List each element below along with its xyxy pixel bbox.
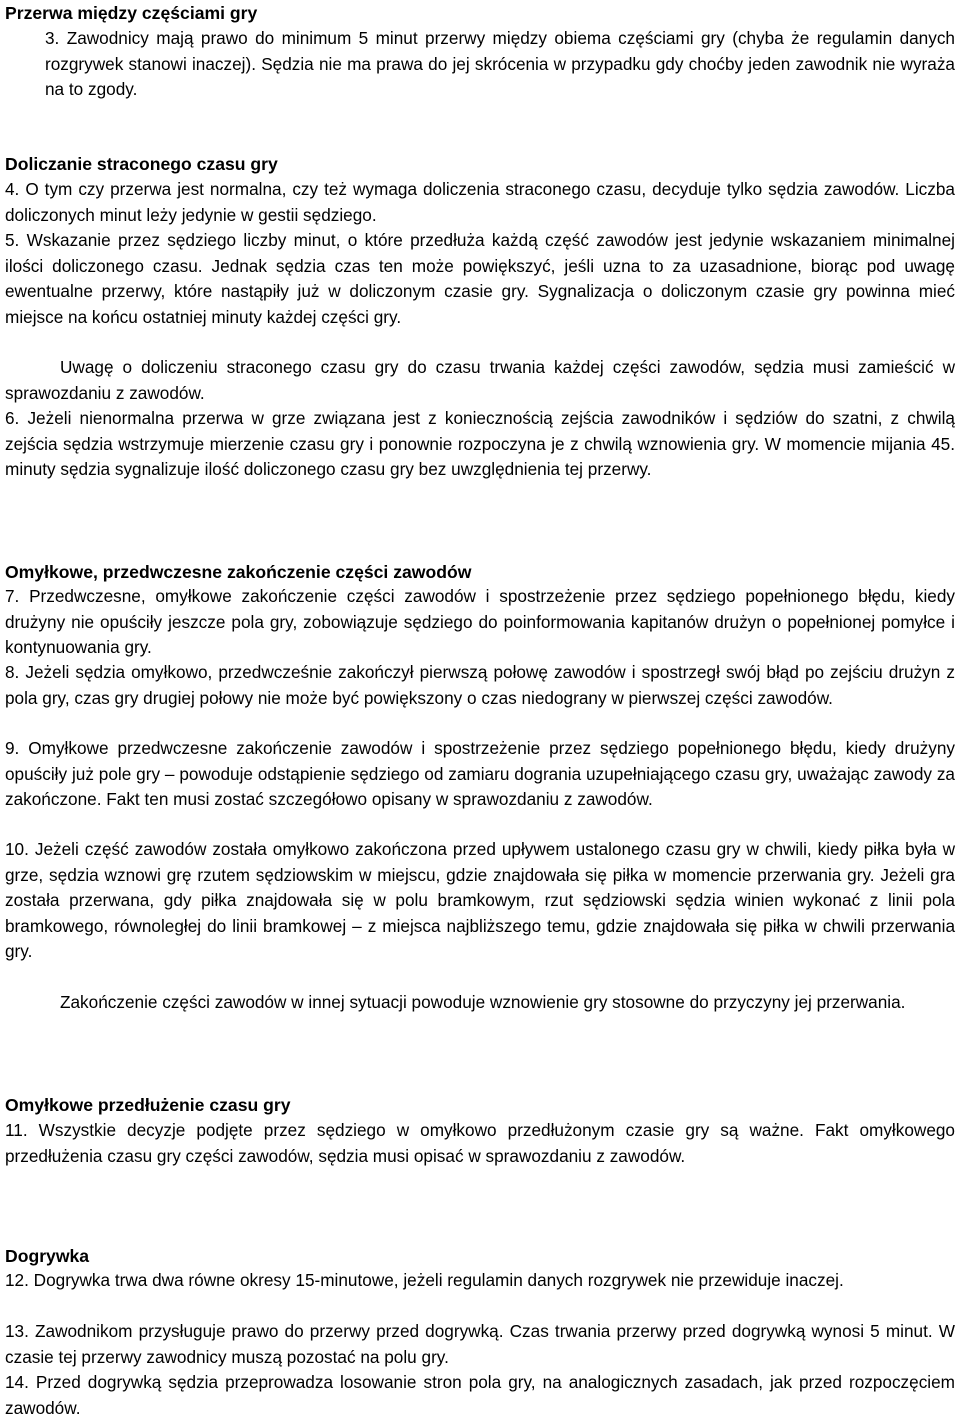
paragraph-4: 4. O tym czy przerwa jest normalna, czy też wymaga doliczenia straconego czasu, decyduje tylko sędzia zawodów. Liczba doliczonych minut leży jedynie w gestii sędziego. — [5, 179, 955, 225]
paragraph-13: 13. Zawodnikom przysługuje prawo do przerwy przed dogrywką. Czas trwania przerwy przed dogrywką wynosi 5 minut. W czasie tej przerwy zawodnicy muszą pozostać na polu gry. — [5, 1321, 955, 1367]
section-heading-doliczanie: Doliczanie straconego czasu gry — [5, 154, 278, 174]
paragraph-5: 5. Wskazanie przez sędziego liczby minut, o które przedłuża każdą część zawodów jest jedynie wskazaniem minimalnej ilości doliczonego czasu. Jednak sędzia czas ten może powiększyć, jeśli uzna to za uzasadnione, biorąc pod uwagę ewentualne przerwy, które nastąpiły już w doliczonym czasie gry. Sygnalizacja o doliczonym czasie gry powinna mieć miejsce na końcu ostatniej minuty każdej części gry. — [5, 230, 955, 327]
paragraph-10: 10. Jeżeli część zawodów została omyłkowo zakończona przed upływem ustalonego czasu gry w chwili, kiedy piłka była w grze, sędzia wznowi grę rzutem sędziowskim w miejscu, gdzie znajdowała się piłka w momencie przerwania gry. Jeżeli gra została przerwana, gdy piłka znajdowała się w polu bramkowym, rzut sędziowski sędzia winien wykonać z linii pola bramkowego, równoległej do linii bramkowej – z miejsca najbliższego temu, gdzie znajdowała się piłka w chwili przerwania gry. — [5, 839, 955, 962]
paragraph-3: 3. Zawodnicy mają prawo do minimum 5 minut przerwy między obiema częściami gry (chyba że regulamin danych rozgrywek stanowi inaczej). Sędzia nie ma prawa do jej skrócenia w przypadku gdy choćby jeden zawodnik nie wyraża na to zgody. — [45, 28, 955, 100]
paragraph-zakonczenie: Zakończenie części zawodów w innej sytuacji powoduje wznowienie gry stosowne do przyczyny jej przerwania. — [60, 992, 906, 1012]
section-heading-przedluzenie: Omyłkowe przedłużenie czasu gry — [5, 1095, 291, 1115]
section-heading-omylkowe-zakonczenie: Omyłkowe, przedwczesne zakończenie części zawodów — [5, 562, 472, 582]
paragraph-14: 14. Przed dogrywką sędzia przeprowadza losowanie stron pola gry, na analogicznych zasadach, jak przed rozpoczęciem zawodów. — [5, 1372, 955, 1418]
paragraph-12: 12. Dogrywka trwa dwa równe okresy 15-minutowe, jeżeli regulamin danych rozgrywek nie przewiduje inaczej. — [5, 1270, 844, 1290]
paragraph-7: 7. Przedwczesne, omyłkowe zakończenie części zawodów i spostrzeżenie przez sędziego popełnionego błędu, kiedy drużyny nie opuściły jeszcze pola gry, zobowiązuje sędziego do poinformowania kapitanów drużyn o popełnionej pomyłce i kontynuowania gry. — [5, 586, 955, 658]
paragraph-8: 8. Jeżeli sędzia omyłkowo, przedwcześnie zakończył pierwszą połowę zawodów i spostrzegł swój błąd po zejściu drużyn z pola gry, czas gry drugiej połowy nie może być powiększony o czas niedograny w pierwszej części zawodów. — [5, 662, 955, 708]
paragraph-uwage: Uwagę o doliczeniu straconego czasu gry do czasu trwania każdej części zawodów, sędzia musi zamieścić w sprawozdaniu z zawodów. — [5, 357, 955, 403]
paragraph-6: 6. Jeżeli nienormalna przerwa w grze związana jest z koniecznością zejścia zawodników i sędziów do szatni, z chwilą zejścia sędzia wstrzymuje mierzenie czasu gry i ponownie rozpoczyna je z chwilą wznowienia gry. W momencie mijania 45. minuty sędzia sygnalizuje ilość doliczonego czasu gry bez uwzględnienia tej przerwy. — [5, 408, 955, 480]
section-heading-dogrywka: Dogrywka — [5, 1246, 90, 1266]
section-heading-przerwa: Przerwa między częściami gry — [5, 3, 258, 23]
paragraph-9: 9. Omyłkowe przedwczesne zakończenie zawodów i spostrzeżenie przez sędziego popełnionego błędu, kiedy drużyny opuściły już pole gry – powoduje odstąpienie sędziego od zamiaru dogrania uzupełniającego czasu gry, uważając zawody za zakończone. Fakt ten musi zostać szczegółowo opisany w sprawozdaniu z zawodów. — [5, 738, 955, 810]
paragraph-11: 11. Wszystkie decyzje podjęte przez sędziego w omyłkowo przedłużonym czasie gry są ważne. Fakt omyłkowego przedłużenia czasu gry części zawodów, sędzia musi opisać w sprawozdaniu z zawodów. — [5, 1120, 955, 1166]
